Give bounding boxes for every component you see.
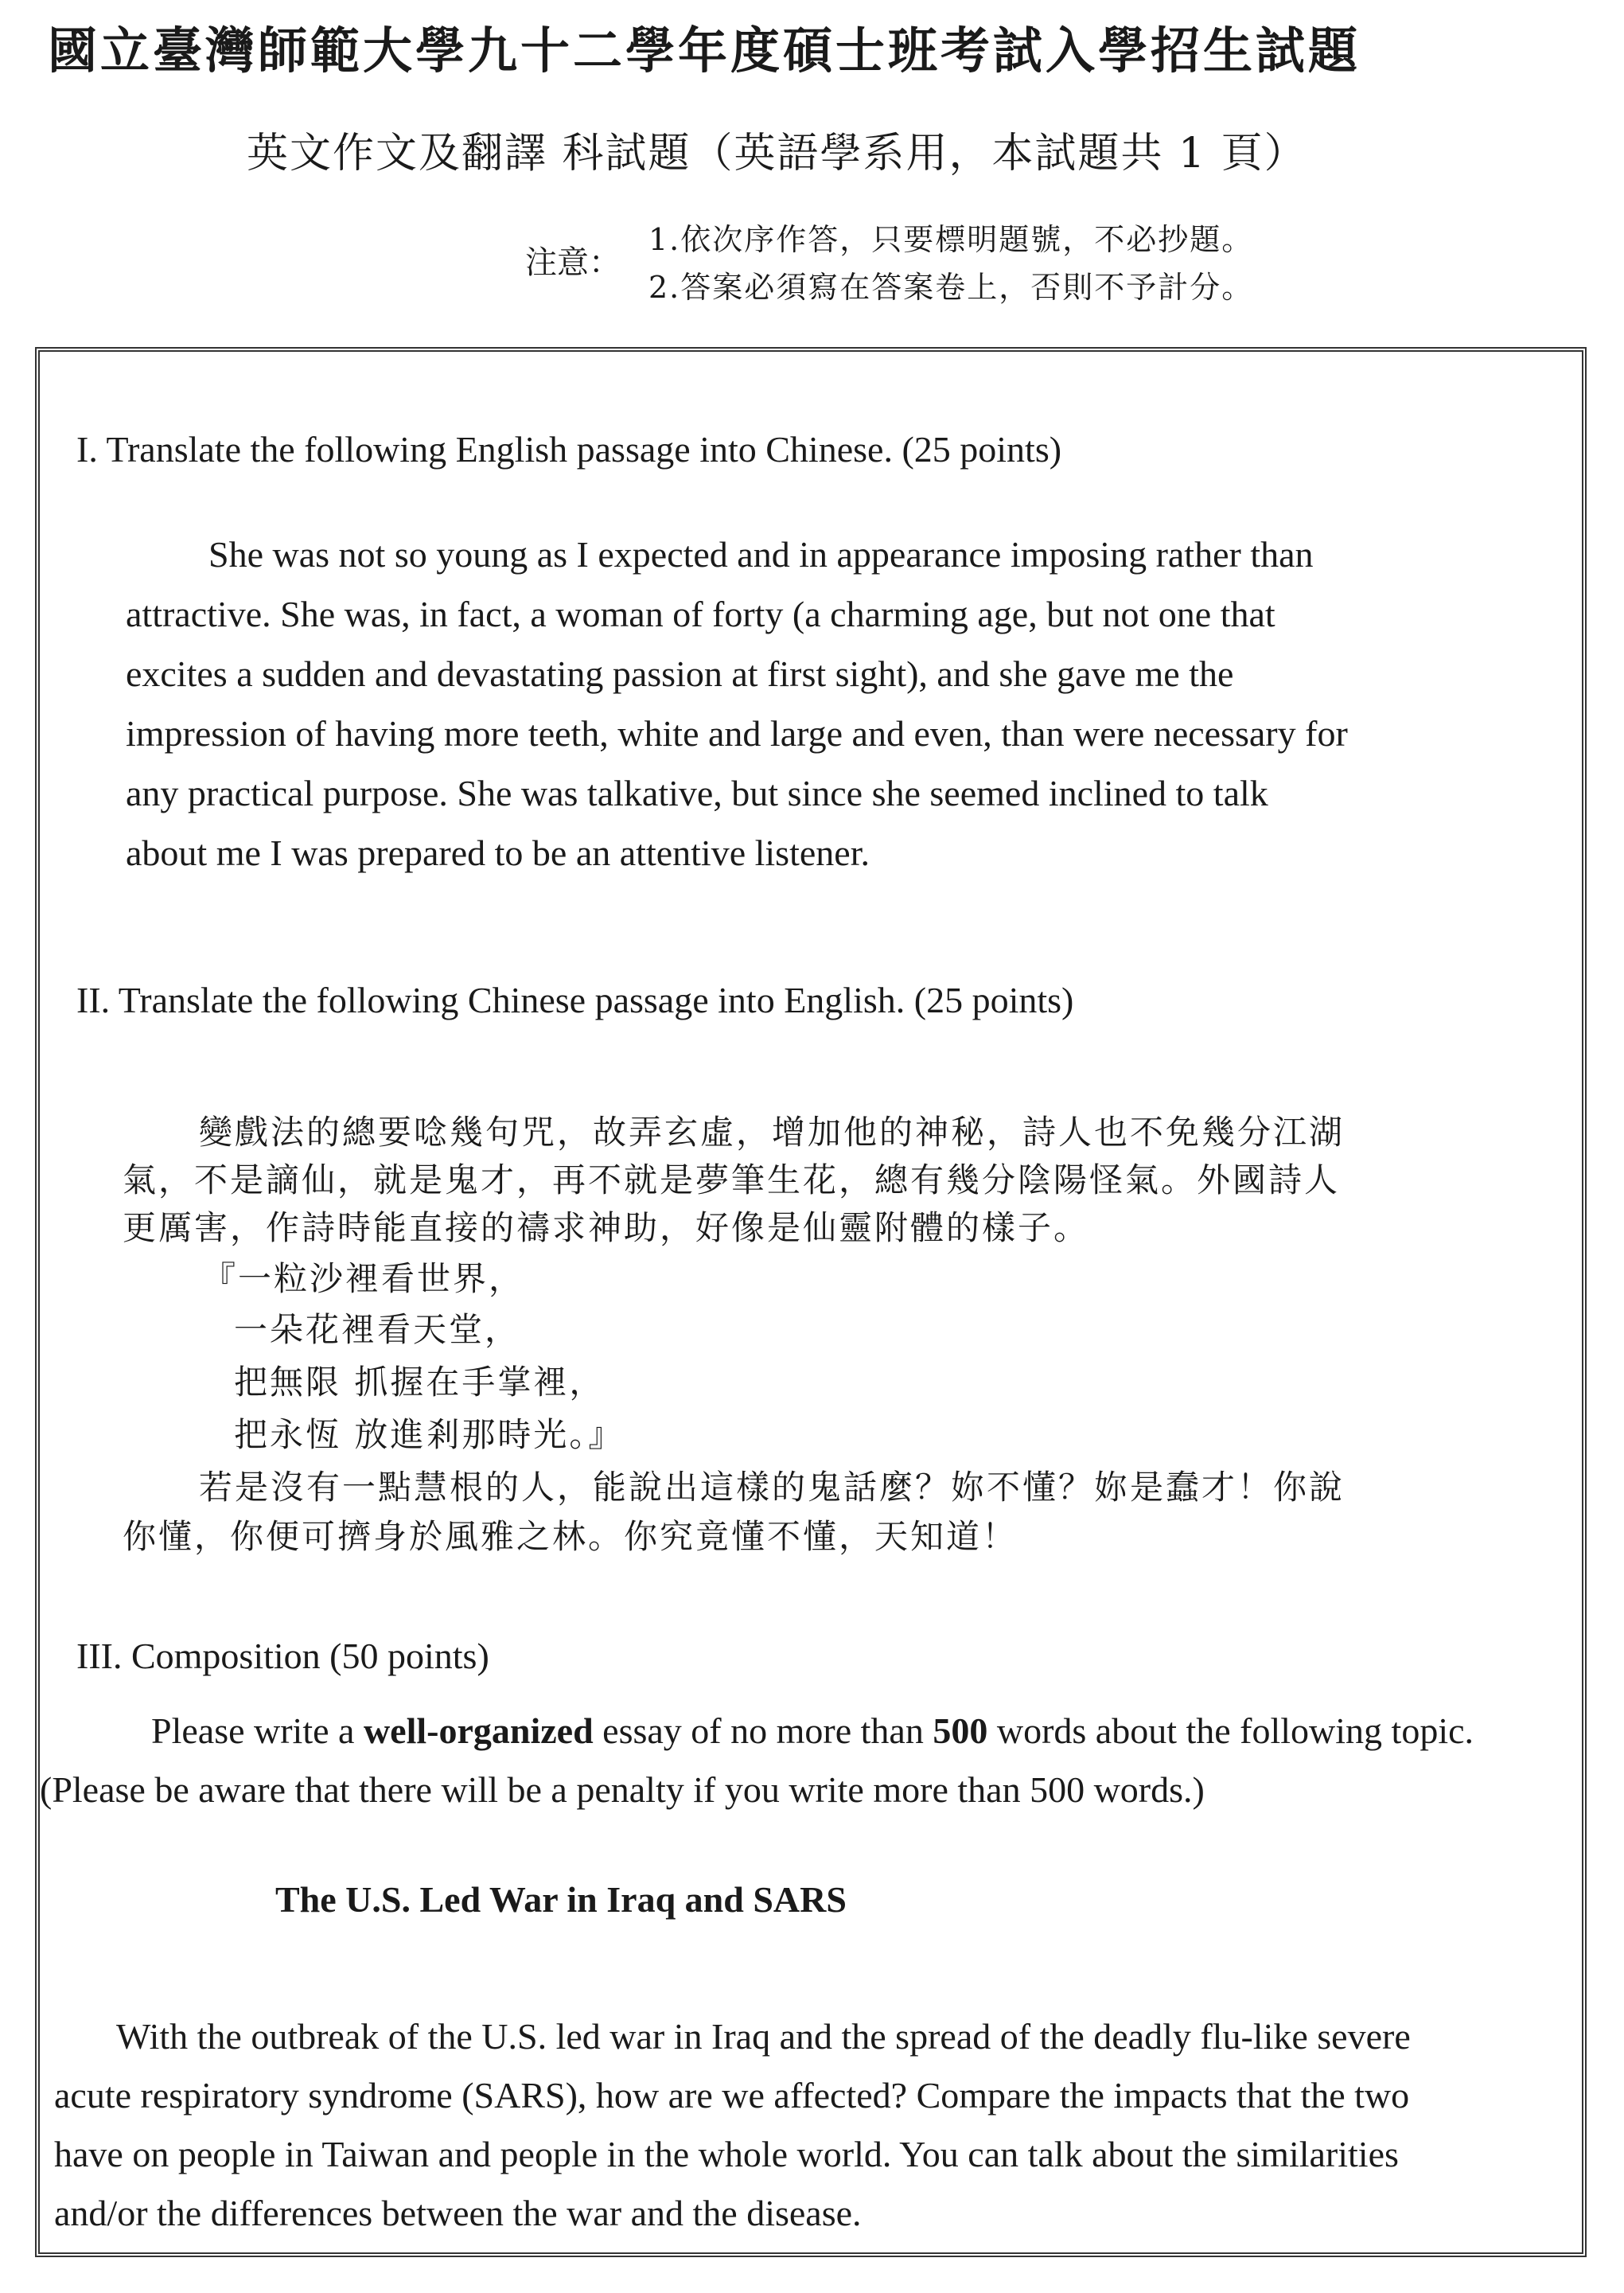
section-3-heading: III. Composition (50 points) xyxy=(76,1636,489,1676)
poem-line: 把永恆 放進剎那時光。』 xyxy=(234,1415,625,1454)
passage-line: 更厲害，作詩時能直接的禱求神助，好像是仙靈附體的樣子。 xyxy=(123,1208,1090,1247)
section-2-heading: II. Translate the following Chinese passage into English. (25 points) xyxy=(76,980,1074,1020)
passage-line: 氣，不是謫仙，就是鬼才，再不就是夢筆生花，總有幾分陰陽怪氣。外國詩人 xyxy=(123,1160,1341,1199)
poem-line: 把無限 抓握在手掌裡， xyxy=(234,1363,606,1402)
poem-line: 『一粒沙裡看世界， xyxy=(202,1259,525,1298)
passage-line: 變戲法的總要唸幾句咒，故弄玄虛，增加他的神秘，詩人也不免幾分江湖 xyxy=(199,1113,1346,1152)
passage-line: 若是沒有一點慧根的人，能說出這樣的鬼話麼？妳不懂？妳是蠢才！你說 xyxy=(199,1468,1346,1507)
instruction-text: words about the following topic. xyxy=(987,1710,1474,1751)
passage-line: 你懂，你便可擠身於風雅之林。你究竟懂不懂，天知道！ xyxy=(123,1517,1018,1556)
passage-line: impression of having more teeth, white and large and even, than were necessary for xyxy=(126,713,1348,754)
exam-subtitle: 英文作文及翻譯 科試題（英語學系用，本試題共 1 頁） xyxy=(247,130,1307,177)
prompt-line: acute respiratory syndrome (SARS), how are we affected? Compare the impacts that the two xyxy=(54,2075,1410,2116)
composition-instruction xyxy=(151,1710,1474,1752)
exam-box xyxy=(35,347,1587,2257)
passage-line: She was not so young as I expected and in appearance imposing rather than xyxy=(208,534,1314,575)
passage-line: attractive. She was, in fact, a woman of forty (a charming age, but not one that xyxy=(126,594,1275,634)
essay-title: The U.S. Led War in Iraq and SARS xyxy=(275,1879,847,1920)
notice-label: 注意： xyxy=(525,244,621,281)
instruction-text: essay of no more than xyxy=(593,1710,933,1751)
poem-line: 一朵花裡看天堂， xyxy=(234,1310,521,1349)
instruction-emphasis: well-organized xyxy=(363,1710,594,1751)
section-1-heading: I. Translate the following English passage into Chinese. (25 points) xyxy=(76,429,1062,470)
instruction-emphasis: 500 xyxy=(933,1710,988,1751)
prompt-line: and/or the differences between the war and the disease. xyxy=(54,2193,862,2233)
prompt-line: have on people in Taiwan and people in the whole world. You can talk about the similarities xyxy=(54,2134,1399,2174)
notice-item: 1.依次序作答，只要標明題號，不必抄題。 xyxy=(648,222,1254,257)
prompt-line: With the outbreak of the U.S. led war in Iraq and the spread of the deadly flu-like severe xyxy=(116,2016,1411,2057)
instruction-text: Please write a xyxy=(151,1710,364,1751)
exam-title: 國立臺灣師範大學九十二學年度碩士班考試入學招生試題 xyxy=(48,21,1361,80)
penalty-note: (Please be aware that there will be a penalty if you write more than 500 words.) xyxy=(40,1769,1205,1810)
passage-line: about me I was prepared to be an attentive listener. xyxy=(126,833,870,873)
notice-item: 2.答案必須寫在答案卷上，否則不予計分。 xyxy=(648,270,1254,305)
passage-line: any practical purpose. She was talkative, but since she seemed inclined to talk xyxy=(126,773,1268,813)
passage-line: excites a sudden and devastating passion at first sight), and she gave me the xyxy=(126,653,1234,694)
